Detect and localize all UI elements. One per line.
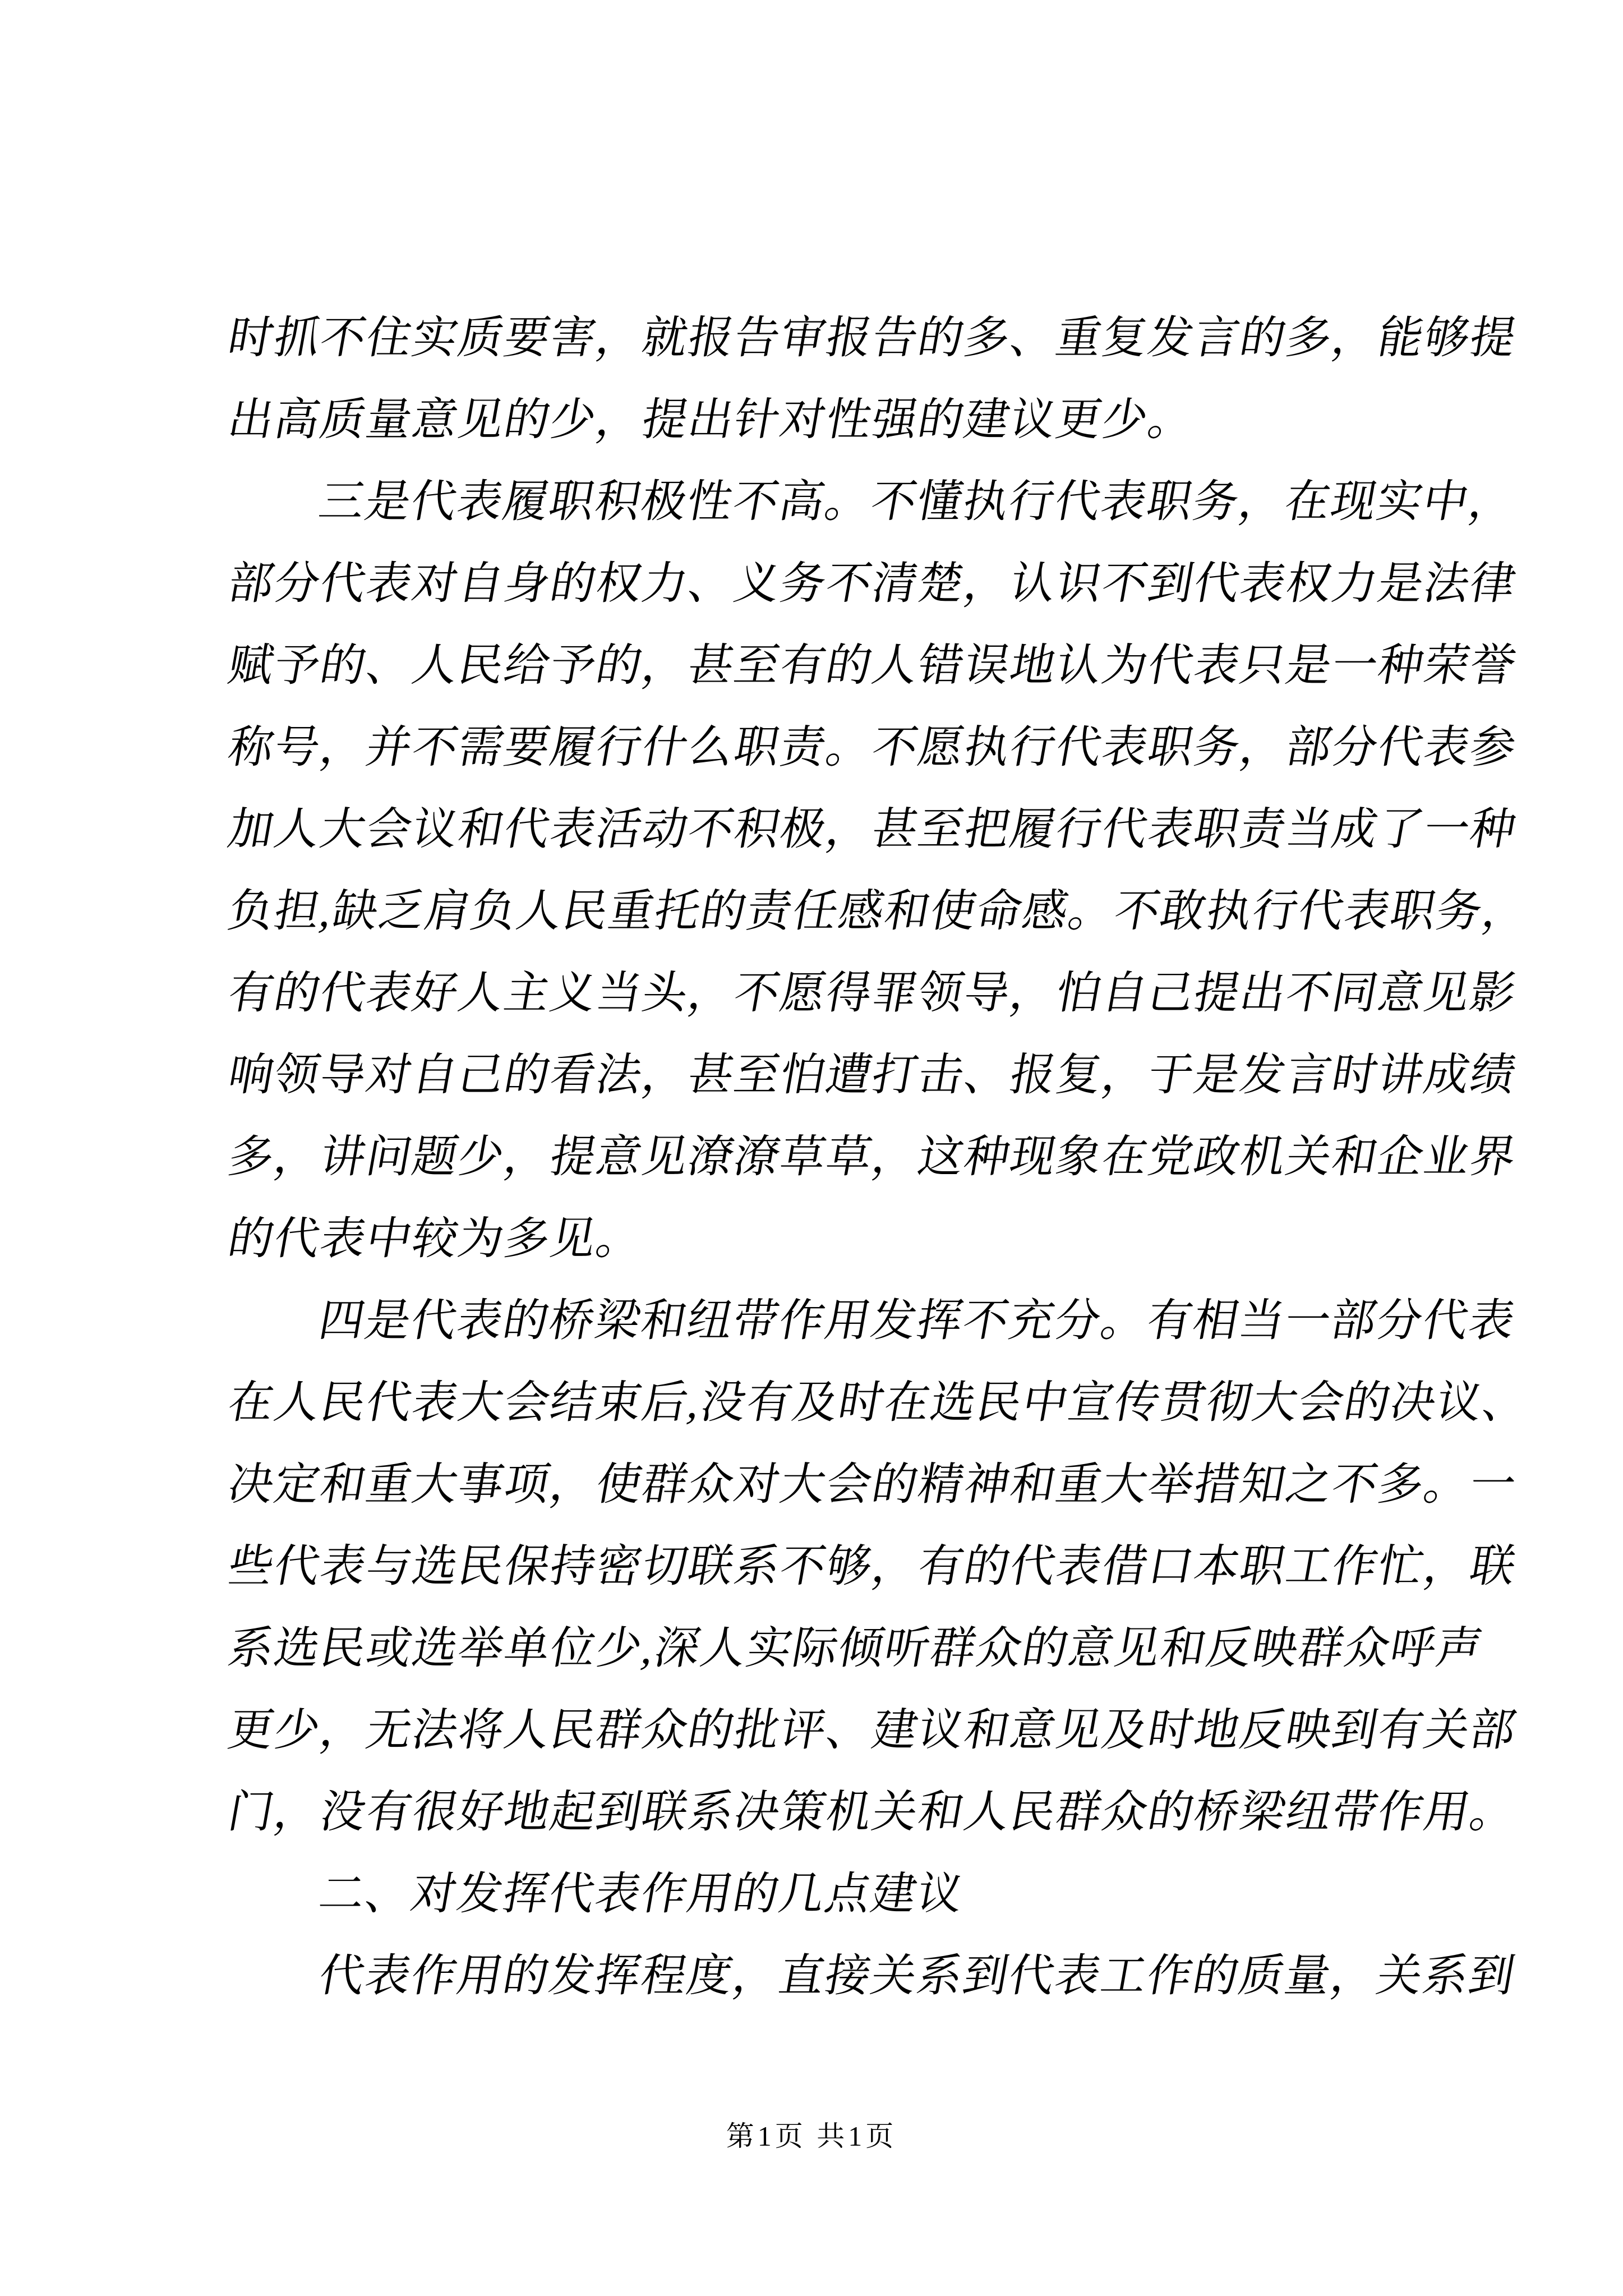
text-line: 门，没有很好地起到联系决策机关和人民群众的桥梁纽带作用。 bbox=[224, 1788, 1521, 1837]
text-line: 四是代表的桥梁和纽带作用发挥不充分。有相当一部分代表 bbox=[315, 1296, 1520, 1346]
text-line: 的代表中较为多见。 bbox=[224, 1214, 647, 1264]
text-line: 时抓不住实质要害，就报告审报告的多、重复发言的多，能够提 bbox=[224, 314, 1521, 363]
text-line: 赋予的、人民给予的，甚至有的人错误地认为代表只是一种荣誉 bbox=[224, 641, 1521, 691]
text-line: 三是代表履职积极性不高。不懂执行代表职务，在现实中， bbox=[315, 477, 1520, 527]
text-line: 在人民代表大会结束后,没有及时在选民中宣传贯彻大会的决议、 bbox=[224, 1378, 1533, 1428]
text-line: 称号，并不需要履行什么职责。不愿执行代表职务，部分代表参 bbox=[224, 723, 1521, 772]
text-line: 响领导对自己的看法，甚至怕遭打击、报复，于是发言时讲成绩 bbox=[224, 1051, 1521, 1100]
text-line: 二、对发挥代表作用的几点建议 bbox=[315, 1870, 968, 1919]
text-line: 系选民或选举单位少,深人实际倾听群众的意见和反映群众呼声 bbox=[224, 1624, 1487, 1673]
text-line: 部分代表对自身的权力、义务不清楚，认识不到代表权力是法律 bbox=[224, 559, 1521, 609]
text-line: 有的代表好人主义当头，不愿得罪领导，怕自己提出不同意见影 bbox=[224, 969, 1521, 1018]
text-line: 多，讲问题少，提意见潦潦草草，这种现象在党政机关和企业界 bbox=[224, 1133, 1521, 1182]
text-line: 代表作用的发挥程度，直接关系到代表工作的质量，关系到 bbox=[315, 1952, 1520, 2001]
page-number: 第1页 共1页 bbox=[726, 2120, 897, 2152]
text-line: 些代表与选民保持密切联系不够，有的代表借口本职工作忙，联 bbox=[224, 1542, 1521, 1591]
body-text bbox=[222, 297, 1533, 2017]
page-footer bbox=[0, 2118, 1623, 2154]
text-line: 更少，无法将人民群众的批评、建议和意见及时地反映到有关部 bbox=[224, 1706, 1521, 1755]
text-line: 负担,缺乏肩负人民重托的责任感和使命感。不敢执行代表职务， bbox=[224, 887, 1533, 936]
text-line: 决定和重大事项，使群众对大会的精神和重大举措知之不多。一 bbox=[224, 1460, 1521, 1510]
text-line: 加人大会议和代表活动不积极，甚至把履行代表职责当成了一种 bbox=[224, 805, 1521, 854]
text-line: 出高质量意见的少，提出针对性强的建议更少。 bbox=[224, 395, 1199, 445]
